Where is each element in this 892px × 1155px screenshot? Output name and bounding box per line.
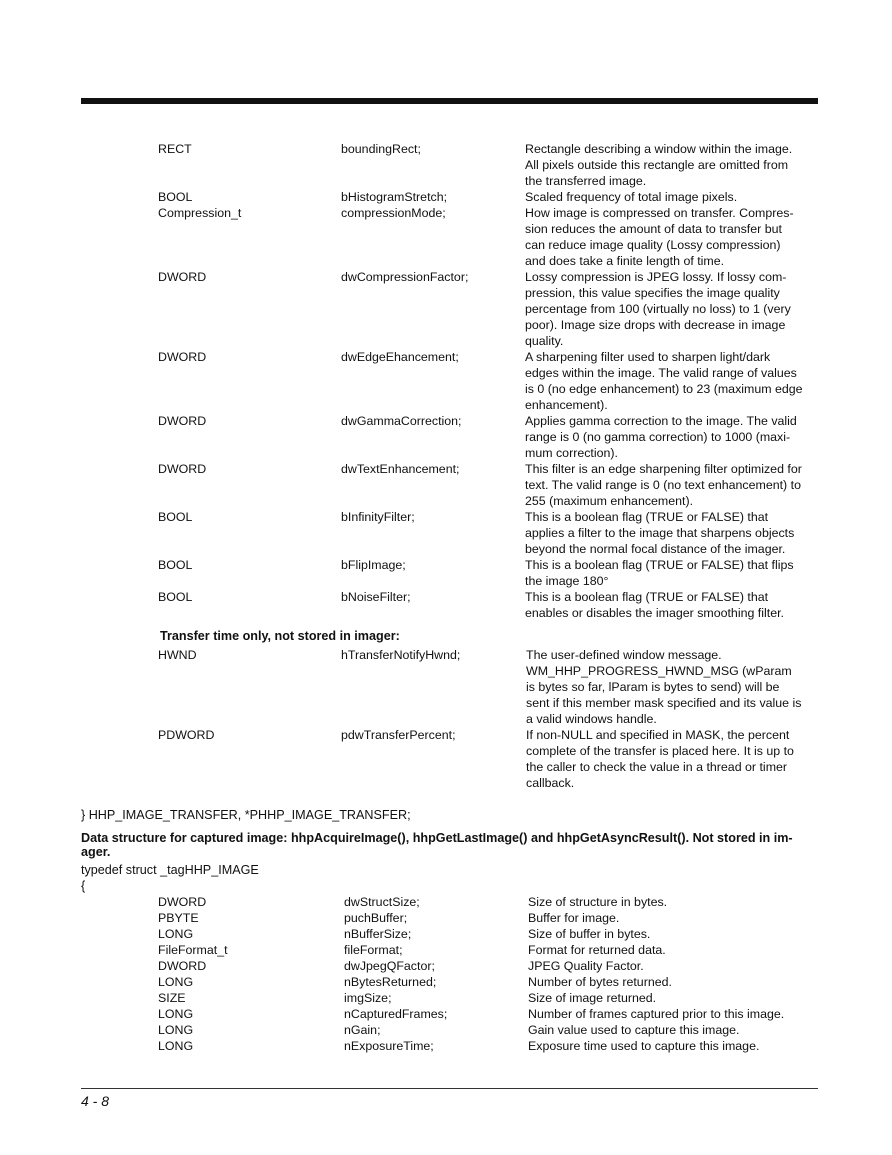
member-description: Gain value used to capture this image. xyxy=(528,1023,740,1037)
field-row xyxy=(158,141,820,189)
member-type: LONG xyxy=(158,1039,194,1053)
struct-member-row xyxy=(158,910,820,926)
description-line: This is a boolean flag (TRUE or FALSE) that xyxy=(525,510,769,524)
description-line: complete of the transfer is placed here. It is up to xyxy=(526,744,794,758)
description-line: beyond the normal focal distance of the imager. xyxy=(525,542,786,556)
field-row xyxy=(158,509,820,557)
field-row xyxy=(158,727,820,791)
struct-member-row xyxy=(158,1038,820,1054)
image-struct-caption xyxy=(81,831,819,859)
description-line: If non-NULL and specified in MASK, the percent xyxy=(526,728,790,742)
field-name: hTransferNotifyHwnd; xyxy=(341,648,461,662)
description-line: WM_HHP_PROGRESS_HWND_MSG (wParam xyxy=(526,664,792,678)
description-line: text. The valid range is 0 (no text enhancement) to xyxy=(525,478,801,492)
field-description xyxy=(526,727,818,791)
field-name: bFlipImage; xyxy=(341,558,406,572)
description-line: enhancement). xyxy=(525,398,608,412)
field-name: pdwTransferPercent; xyxy=(341,728,456,742)
member-description: Exposure time used to capture this image. xyxy=(528,1039,760,1053)
member-description: JPEG Quality Factor. xyxy=(528,959,644,973)
member-name: nBufferSize; xyxy=(344,927,412,941)
page-number: 4 - 8 xyxy=(81,1093,110,1109)
field-row xyxy=(158,589,820,621)
description-line: quality. xyxy=(525,334,564,348)
struct-close-line: } HHP_IMAGE_TRANSFER, *PHHP_IMAGE_TRANSFER; xyxy=(81,808,411,822)
member-name: nCapturedFrames; xyxy=(344,1007,448,1021)
field-type: DWORD xyxy=(158,462,207,476)
description-line: Lossy compression is JPEG lossy. If lossy com- xyxy=(525,270,787,284)
field-type: BOOL xyxy=(158,558,193,572)
field-description xyxy=(525,413,817,461)
open-brace: { xyxy=(81,879,86,893)
member-name: dwStructSize; xyxy=(344,895,420,909)
description-line: is 0 (no edge enhancement) to 23 (maximum edge xyxy=(525,382,803,396)
field-type: DWORD xyxy=(158,350,207,364)
struct-member-row xyxy=(158,1006,820,1022)
member-type: SIZE xyxy=(158,991,186,1005)
description-line: pression, this value specifies the image quality xyxy=(525,286,780,300)
struct-member-row xyxy=(158,974,820,990)
field-name: bInfinityFilter; xyxy=(341,510,415,524)
member-description: Size of buffer in bytes. xyxy=(528,927,651,941)
transfer-only-heading: Transfer time only, not stored in imager: xyxy=(160,629,400,643)
field-type: RECT xyxy=(158,142,192,156)
description-line: This filter is an edge sharpening filter optimized for xyxy=(525,462,802,476)
caption-line: ager. xyxy=(81,845,111,859)
description-line: range is 0 (no gamma correction) to 1000 (maxi- xyxy=(525,430,791,444)
field-type: HWND xyxy=(158,648,197,662)
footer-rule xyxy=(81,1088,818,1089)
member-type: DWORD xyxy=(158,895,207,909)
caption-line: Data structure for captured image: hhpAcquireImage(), hhpGetLastImage() and hhpGetAsyncResult(). Not stored in im- xyxy=(81,831,793,845)
field-name: dwCompressionFactor; xyxy=(341,270,469,284)
description-line: is bytes so far, lParam is bytes to send) will be xyxy=(526,680,780,694)
description-line: applies a filter to the image that sharpens objects xyxy=(525,526,795,540)
description-line: edges within the image. The valid range of values xyxy=(525,366,797,380)
description-line: enables or disables the imager smoothing filter. xyxy=(525,606,784,620)
field-description xyxy=(525,189,817,205)
field-name: boundingRect; xyxy=(341,142,421,156)
struct-member-row xyxy=(158,926,820,942)
description-line: Applies gamma correction to the image. The valid xyxy=(525,414,797,428)
description-line: sion reduces the amount of data to transfer but xyxy=(525,222,782,236)
description-line: poor). Image size drops with decrease in image xyxy=(525,318,786,332)
field-type: BOOL xyxy=(158,590,193,604)
member-type: LONG xyxy=(158,927,194,941)
description-line: The user-defined window message. xyxy=(526,648,722,662)
field-description xyxy=(525,557,817,589)
field-description xyxy=(525,205,817,269)
member-name: nGain; xyxy=(344,1023,381,1037)
description-line: mum correction). xyxy=(525,446,618,460)
member-name: dwJpegQFactor; xyxy=(344,959,435,973)
member-description: Number of frames captured prior to this image. xyxy=(528,1007,785,1021)
field-row xyxy=(158,647,820,727)
field-type: BOOL xyxy=(158,510,193,524)
field-name: bNoiseFilter; xyxy=(341,590,411,604)
description-line: the caller to check the value in a thread or timer xyxy=(526,760,788,774)
description-line: Rectangle describing a window within the image. xyxy=(525,142,793,156)
field-type: DWORD xyxy=(158,414,207,428)
member-type: LONG xyxy=(158,1007,194,1021)
field-row xyxy=(158,205,820,269)
field-row xyxy=(158,557,820,589)
field-name: dwGammaCorrection; xyxy=(341,414,462,428)
member-name: nBytesReturned; xyxy=(344,975,437,989)
member-name: puchBuffer; xyxy=(344,911,408,925)
field-row xyxy=(158,461,820,509)
member-type: FileFormat_t xyxy=(158,943,228,957)
field-description xyxy=(525,269,817,349)
struct-member-row xyxy=(158,990,820,1006)
field-row xyxy=(158,189,820,205)
struct-member-row xyxy=(158,894,820,910)
field-description xyxy=(525,141,817,189)
description-line: How image is compressed on transfer. Compres- xyxy=(525,206,794,220)
description-line: Scaled frequency of total image pixels. xyxy=(525,190,738,204)
description-line: A sharpening filter used to sharpen light/dark xyxy=(525,350,771,364)
field-type: BOOL xyxy=(158,190,193,204)
field-type: PDWORD xyxy=(158,728,215,742)
struct-member-row xyxy=(158,958,820,974)
field-description xyxy=(526,647,818,727)
field-description xyxy=(525,349,817,413)
typedef-line: typedef struct _tagHHP_IMAGE xyxy=(81,863,259,877)
member-type: LONG xyxy=(158,1023,194,1037)
description-line: and does take a finite length of time. xyxy=(525,254,725,268)
member-name: nExposureTime; xyxy=(344,1039,434,1053)
member-name: fileFormat; xyxy=(344,943,403,957)
struct-member-row xyxy=(158,1022,820,1038)
member-type: PBYTE xyxy=(158,911,199,925)
field-description xyxy=(525,589,817,621)
member-type: LONG xyxy=(158,975,194,989)
member-description: Buffer for image. xyxy=(528,911,620,925)
header-rule xyxy=(81,98,818,104)
transfer-only-fields-table xyxy=(158,647,820,791)
description-line: All pixels outside this rectangle are omitted from xyxy=(525,158,789,172)
field-row xyxy=(158,413,820,461)
field-name: bHistogramStretch; xyxy=(341,190,448,204)
field-row xyxy=(158,349,820,413)
image-struct-fields-table xyxy=(158,894,820,1054)
field-name: compressionMode; xyxy=(341,206,446,220)
transfer-fields-table xyxy=(158,141,820,621)
field-type: Compression_t xyxy=(158,206,242,220)
field-name: dwEdgeEhancement; xyxy=(341,350,459,364)
struct-member-row xyxy=(158,942,820,958)
description-line: 255 (maximum enhancement). xyxy=(525,494,694,508)
member-name: imgSize; xyxy=(344,991,392,1005)
member-type: DWORD xyxy=(158,959,207,973)
description-line: can reduce image quality (Lossy compression) xyxy=(525,238,781,252)
description-line: a valid windows handle. xyxy=(526,712,657,726)
description-line: percentage from 100 (virtually no loss) to 1 (very xyxy=(525,302,791,316)
field-description xyxy=(525,509,817,557)
description-line: This is a boolean flag (TRUE or FALSE) that xyxy=(525,590,769,604)
description-line: the transferred image. xyxy=(525,174,647,188)
description-line: sent if this member mask specified and its value is xyxy=(526,696,802,710)
member-description: Size of structure in bytes. xyxy=(528,895,668,909)
field-type: DWORD xyxy=(158,270,207,284)
description-line: callback. xyxy=(526,776,575,790)
field-name: dwTextEnhancement; xyxy=(341,462,460,476)
member-description: Size of image returned. xyxy=(528,991,657,1005)
description-line: the image 180° xyxy=(525,574,609,588)
field-description xyxy=(525,461,817,509)
member-description: Format for returned data. xyxy=(528,943,666,957)
description-line: This is a boolean flag (TRUE or FALSE) that flips xyxy=(525,558,794,572)
field-row xyxy=(158,269,820,349)
member-description: Number of bytes returned. xyxy=(528,975,672,989)
